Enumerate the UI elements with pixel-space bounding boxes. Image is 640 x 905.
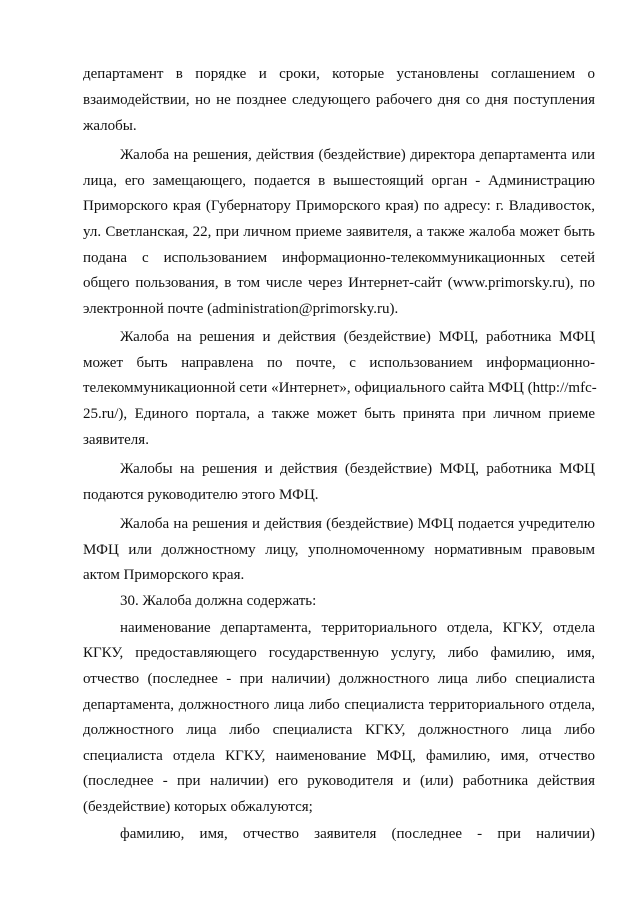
text-line: Жалоба на решения и действия (бездействие) МФЦ подается учредителю	[120, 516, 595, 532]
text-line: подана с использованием информационно-телекоммуникационных сетей	[83, 250, 595, 266]
text-line: Приморского края (Губернатору Приморского края) по адресу: г. Владивосток,	[83, 198, 595, 214]
text-line: наименование департамента, территориального отдела, КГКУ, отдела	[120, 620, 595, 636]
text-line: Жалоба на решения и действия (бездействие) МФЦ, работника МФЦ	[120, 329, 595, 345]
text-line: должностного лица либо специалиста КГКУ, должностного лица либо	[83, 722, 595, 738]
text-line: может быть направлена по почте, с использованием информационно-	[83, 355, 595, 371]
text-line: электронной почте (administration@primorsky.ru).	[83, 301, 399, 317]
text-line: специалиста отдела КГКУ, наименование МФЦ, фамилию, имя, отчество	[83, 748, 595, 764]
text-line: 25.ru/), Единого портала, а также может быть принята при личном приеме	[83, 406, 595, 422]
text-line: телекоммуникационной сети «Интернет», официального сайта МФЦ (http://mfc-	[83, 380, 597, 396]
text-line: жалобы.	[83, 118, 137, 134]
text-line: подаются руководителю этого МФЦ.	[83, 487, 319, 503]
text-line: (последнее - при наличии) его руководителя и (или) работника действия	[83, 773, 595, 789]
text-line: отчество (последнее - при наличии) должностного лица либо специалиста	[83, 671, 595, 687]
text-line: Жалоба на решения, действия (бездействие) директора департамента или	[120, 147, 595, 163]
text-line: (бездействие) которых обжалуются;	[83, 799, 313, 815]
text-line: лица, его замещающего, подается в вышестоящий орган - Администрацию	[83, 173, 595, 189]
text-line: Жалобы на решения и действия (бездействие) МФЦ, работника МФЦ	[120, 461, 595, 477]
text-line: взаимодействии, но не позднее следующего рабочего дня со дня поступления	[83, 92, 595, 108]
text-line: департамент в порядке и сроки, которые установлены соглашением о	[83, 66, 595, 82]
text-line: ул. Светланская, 22, при личном приеме заявителя, а также жалоба может быть	[83, 224, 595, 240]
text-line: актом Приморского края.	[83, 567, 245, 583]
section-heading: 30. Жалоба должна содержать:	[120, 593, 317, 609]
text-line: общего пользования, в том числе через Интернет-сайт (www.primorsky.ru), по	[83, 275, 595, 291]
text-line: МФЦ или должностному лицу, уполномоченному нормативным правовым	[83, 542, 595, 558]
text-line: заявителя.	[83, 432, 149, 448]
text-line: КГКУ, предоставляющего государственную услугу, либо фамилию, имя,	[83, 645, 595, 661]
text-line: департамента, должностного лица либо специалиста территориального отдела,	[83, 697, 595, 713]
text-line: фамилию, имя, отчество заявителя (последнее - при наличии)	[120, 826, 595, 842]
